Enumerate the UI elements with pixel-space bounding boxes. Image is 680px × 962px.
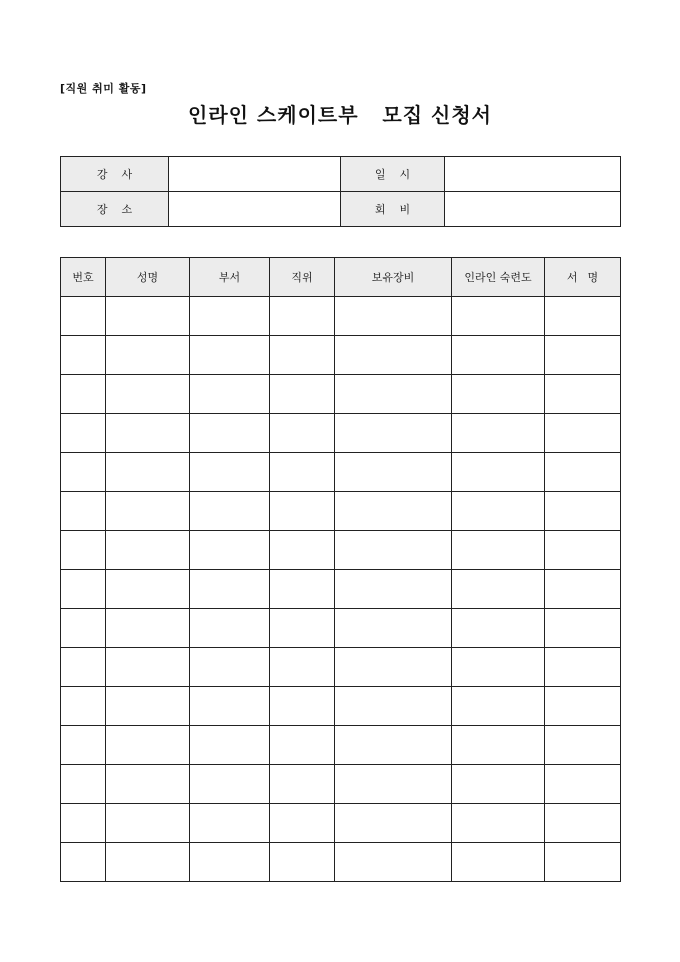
skill-level-cell[interactable] <box>452 570 545 609</box>
position-cell[interactable] <box>270 531 335 570</box>
roster-table <box>60 257 621 882</box>
signature-cell[interactable] <box>545 492 621 531</box>
number-cell[interactable] <box>61 804 106 843</box>
signature-cell[interactable] <box>545 609 621 648</box>
position-cell[interactable] <box>270 609 335 648</box>
document-title: 인라인 스케이트부 모집 신청서 <box>188 103 492 127</box>
signature-cell[interactable] <box>545 843 621 882</box>
header-number: 번호 <box>61 258 106 297</box>
position-cell[interactable] <box>270 297 335 336</box>
department-cell[interactable] <box>190 297 270 336</box>
name-cell[interactable] <box>106 531 190 570</box>
signature-cell[interactable] <box>545 726 621 765</box>
skill-level-cell[interactable] <box>452 804 545 843</box>
fee-label: 회비 <box>341 192 445 227</box>
equipment-cell[interactable] <box>335 453 452 492</box>
department-cell[interactable] <box>190 375 270 414</box>
number-cell[interactable] <box>61 726 106 765</box>
skill-level-cell[interactable] <box>452 492 545 531</box>
position-cell[interactable] <box>270 492 335 531</box>
position-cell[interactable] <box>270 336 335 375</box>
name-cell[interactable] <box>106 414 190 453</box>
position-cell[interactable] <box>270 375 335 414</box>
equipment-cell[interactable] <box>335 492 452 531</box>
table-row <box>61 726 621 765</box>
department-cell[interactable] <box>190 843 270 882</box>
number-cell[interactable] <box>61 765 106 804</box>
number-cell[interactable] <box>61 375 106 414</box>
table-row <box>61 297 621 336</box>
position-cell[interactable] <box>270 765 335 804</box>
department-cell[interactable] <box>190 648 270 687</box>
signature-cell[interactable] <box>545 804 621 843</box>
instructor-field[interactable] <box>169 157 341 192</box>
department-cell[interactable] <box>190 687 270 726</box>
table-row <box>61 375 621 414</box>
department-cell[interactable] <box>190 765 270 804</box>
position-cell[interactable] <box>270 804 335 843</box>
equipment-cell[interactable] <box>335 531 452 570</box>
signature-cell[interactable] <box>545 375 621 414</box>
position-cell[interactable] <box>270 453 335 492</box>
table-row <box>61 609 621 648</box>
name-cell[interactable] <box>106 687 190 726</box>
document-category: [직원 취미 활동] <box>60 82 147 95</box>
department-cell[interactable] <box>190 609 270 648</box>
department-cell[interactable] <box>190 804 270 843</box>
table-row <box>61 843 621 882</box>
table-row <box>61 414 621 453</box>
department-cell[interactable] <box>190 726 270 765</box>
equipment-cell[interactable] <box>335 804 452 843</box>
table-row <box>61 648 621 687</box>
signature-cell[interactable] <box>545 570 621 609</box>
number-cell[interactable] <box>61 648 106 687</box>
department-cell[interactable] <box>190 492 270 531</box>
position-cell[interactable] <box>270 570 335 609</box>
number-cell[interactable] <box>61 570 106 609</box>
name-cell[interactable] <box>106 492 190 531</box>
signature-cell[interactable] <box>545 687 621 726</box>
skill-level-cell[interactable] <box>452 297 545 336</box>
department-cell[interactable] <box>190 453 270 492</box>
table-row <box>61 492 621 531</box>
table-row <box>61 687 621 726</box>
table-row <box>61 804 621 843</box>
department-cell[interactable] <box>190 336 270 375</box>
date-field[interactable] <box>445 157 621 192</box>
equipment-cell[interactable] <box>335 609 452 648</box>
name-cell[interactable] <box>106 804 190 843</box>
signature-cell[interactable] <box>545 414 621 453</box>
number-cell[interactable] <box>61 531 106 570</box>
equipment-cell[interactable] <box>335 843 452 882</box>
name-cell[interactable] <box>106 453 190 492</box>
equipment-cell[interactable] <box>335 375 452 414</box>
skill-level-cell[interactable] <box>452 843 545 882</box>
signature-cell[interactable] <box>545 453 621 492</box>
number-cell[interactable] <box>61 843 106 882</box>
signature-cell[interactable] <box>545 765 621 804</box>
position-cell[interactable] <box>270 843 335 882</box>
department-cell[interactable] <box>190 570 270 609</box>
header-signature: 서명 <box>545 258 621 297</box>
equipment-cell[interactable] <box>335 726 452 765</box>
name-cell[interactable] <box>106 297 190 336</box>
roster-body <box>61 297 621 882</box>
signature-cell[interactable] <box>545 336 621 375</box>
number-cell[interactable] <box>61 414 106 453</box>
department-cell[interactable] <box>190 531 270 570</box>
header-equipment: 보유장비 <box>335 258 452 297</box>
position-cell[interactable] <box>270 648 335 687</box>
equipment-cell[interactable] <box>335 570 452 609</box>
table-row <box>61 453 621 492</box>
equipment-cell[interactable] <box>335 414 452 453</box>
skill-level-cell[interactable] <box>452 648 545 687</box>
name-cell[interactable] <box>106 609 190 648</box>
name-cell[interactable] <box>106 726 190 765</box>
skill-level-cell[interactable] <box>452 375 545 414</box>
signature-cell[interactable] <box>545 648 621 687</box>
table-row <box>61 531 621 570</box>
number-cell[interactable] <box>61 609 106 648</box>
equipment-cell[interactable] <box>335 765 452 804</box>
info-row-1 <box>61 157 621 192</box>
number-cell[interactable] <box>61 453 106 492</box>
skill-level-cell[interactable] <box>452 453 545 492</box>
equipment-cell[interactable] <box>335 687 452 726</box>
department-cell[interactable] <box>190 414 270 453</box>
signature-cell[interactable] <box>545 297 621 336</box>
position-cell[interactable] <box>270 726 335 765</box>
skill-level-cell[interactable] <box>452 765 545 804</box>
skill-level-cell[interactable] <box>452 726 545 765</box>
number-cell[interactable] <box>61 492 106 531</box>
number-cell[interactable] <box>61 336 106 375</box>
instructor-label: 강사 <box>61 157 169 192</box>
skill-level-cell[interactable] <box>452 609 545 648</box>
signature-cell[interactable] <box>545 531 621 570</box>
place-field[interactable] <box>169 192 341 227</box>
name-cell[interactable] <box>106 843 190 882</box>
header-position: 직위 <box>270 258 335 297</box>
skill-level-cell[interactable] <box>452 531 545 570</box>
position-cell[interactable] <box>270 687 335 726</box>
number-cell[interactable] <box>61 297 106 336</box>
number-cell[interactable] <box>61 687 106 726</box>
name-cell[interactable] <box>106 375 190 414</box>
name-cell[interactable] <box>106 648 190 687</box>
info-table <box>60 156 621 227</box>
skill-level-cell[interactable] <box>452 336 545 375</box>
name-cell[interactable] <box>106 336 190 375</box>
name-cell[interactable] <box>106 570 190 609</box>
equipment-cell[interactable] <box>335 648 452 687</box>
fee-field[interactable] <box>445 192 621 227</box>
equipment-cell[interactable] <box>335 297 452 336</box>
table-row <box>61 570 621 609</box>
skill-level-cell[interactable] <box>452 687 545 726</box>
skill-level-cell[interactable] <box>452 414 545 453</box>
equipment-cell[interactable] <box>335 336 452 375</box>
table-row <box>61 336 621 375</box>
name-cell[interactable] <box>106 765 190 804</box>
header-name: 성명 <box>106 258 190 297</box>
date-label: 일시 <box>341 157 445 192</box>
roster-header-row <box>61 258 621 297</box>
info-row-2 <box>61 192 621 227</box>
table-row <box>61 765 621 804</box>
header-skill-level: 인라인 숙련도 <box>452 258 545 297</box>
place-label: 장소 <box>61 192 169 227</box>
header-department: 부서 <box>190 258 270 297</box>
position-cell[interactable] <box>270 414 335 453</box>
